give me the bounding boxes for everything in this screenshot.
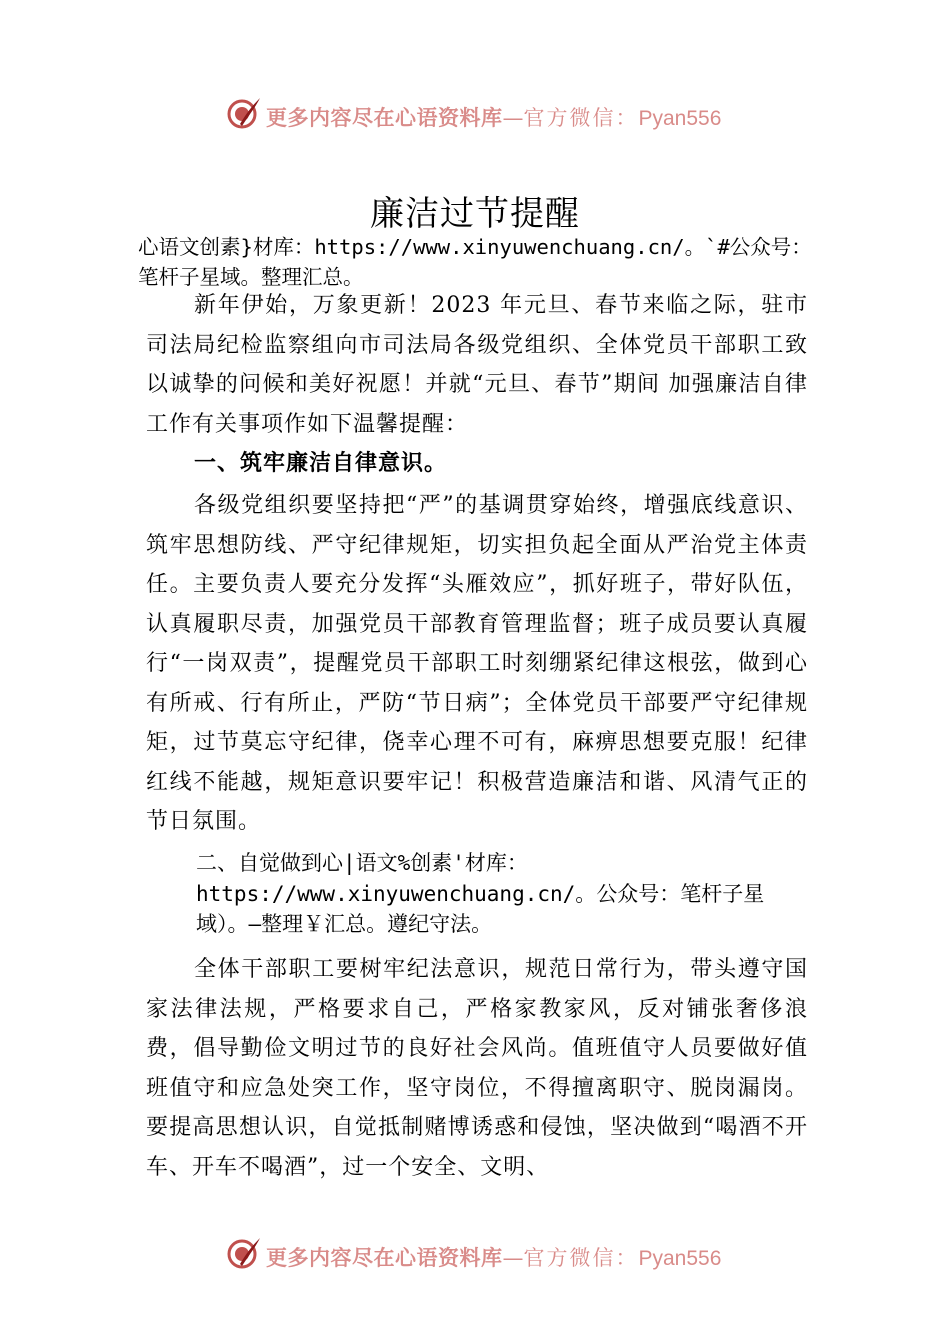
quill-logo-icon xyxy=(226,96,262,132)
wechat-id: Pyan556 xyxy=(638,1247,722,1270)
footer-banner xyxy=(0,1232,950,1276)
banner-dash: — xyxy=(502,1246,524,1270)
paragraph-intro: 新年伊始，万象更新！2023 年元旦、春节来临之际，驻市司法局纪检监察组向市司法局各级党组织、全体党员干部职工致以诚挚的问候和美好祝愿！并就“元旦、春节”期间 加强廉洁自律工作有关事项作如下温馨提醒： xyxy=(146,293,808,437)
wechat-label: 官方微信： xyxy=(523,106,639,130)
document-title: 廉洁过节提醒 xyxy=(370,194,580,234)
paragraph-section-1: 各级党组织要坚持把“严”的基调贯穿始终，增强底线意识、筑牢思想防线、严守纪律规矩，切实担负起全面从严治党主体责任。主要负责人要充分发挥“头雁效应”，抓好班子，带好队伍，认真履职尽责，加强党员干部教育管理监督；班子成员要认真履行“一岗双责”，提醒党员干部职工时刻绷紧纪律这根弦，做到心有所戒、行有所止，严防“节日病”；全体党员干部要严守纪律规矩，过节莫忘守纪律，侥幸心理不可有，麻痹思想要克服！纪律红线不能越，规矩意识要牢记！积极营造廉洁和谐、风清气正的节日氛围。 xyxy=(146,493,808,834)
quill-logo-icon xyxy=(226,1236,262,1272)
brand-text: 更多内容尽在心语资料库 xyxy=(266,1246,503,1270)
banner-dash: — xyxy=(502,106,524,130)
wechat-id: Pyan556 xyxy=(638,107,722,130)
wechat-label: 官方微信： xyxy=(523,1246,639,1270)
header-banner xyxy=(0,92,950,136)
section-heading-1: 一、筑牢廉洁自律意识。 xyxy=(194,451,448,476)
paragraph-section-2: 全体干部职工要树牢纪法意识，规范日常行为，带头遵守国家法律法规，严格要求自己，严格家教家风，反对铺张奢侈浪费，倡导勤俭文明过节的良好社会风尚。值班值守人员要做好值班值守和应急处突工作，坚守岗位，不得擅离职守、脱岗漏岗。要提高思想认识，自觉抵制赌博诱惑和侵蚀，坚决做到“喝酒不开车、开车不喝酒”，过一个安全、文明、 xyxy=(146,957,808,1180)
brand-text: 更多内容尽在心语资料库 xyxy=(266,106,503,130)
footer-banner-text xyxy=(266,1242,721,1272)
section-heading-2: 二、自觉做到心|语文%创素'材库：https://www.xinyuwenchuang.cn/。公众号：笔杆子星域）。—整理￥汇总。遵纪守法。 xyxy=(196,851,765,936)
header-banner-text xyxy=(266,102,721,132)
watermark-line: 心语文创素}材库：https://www.xinyuwenchuang.cn/。`#公众号：笔杆子星域。整理汇总。 xyxy=(138,235,812,289)
